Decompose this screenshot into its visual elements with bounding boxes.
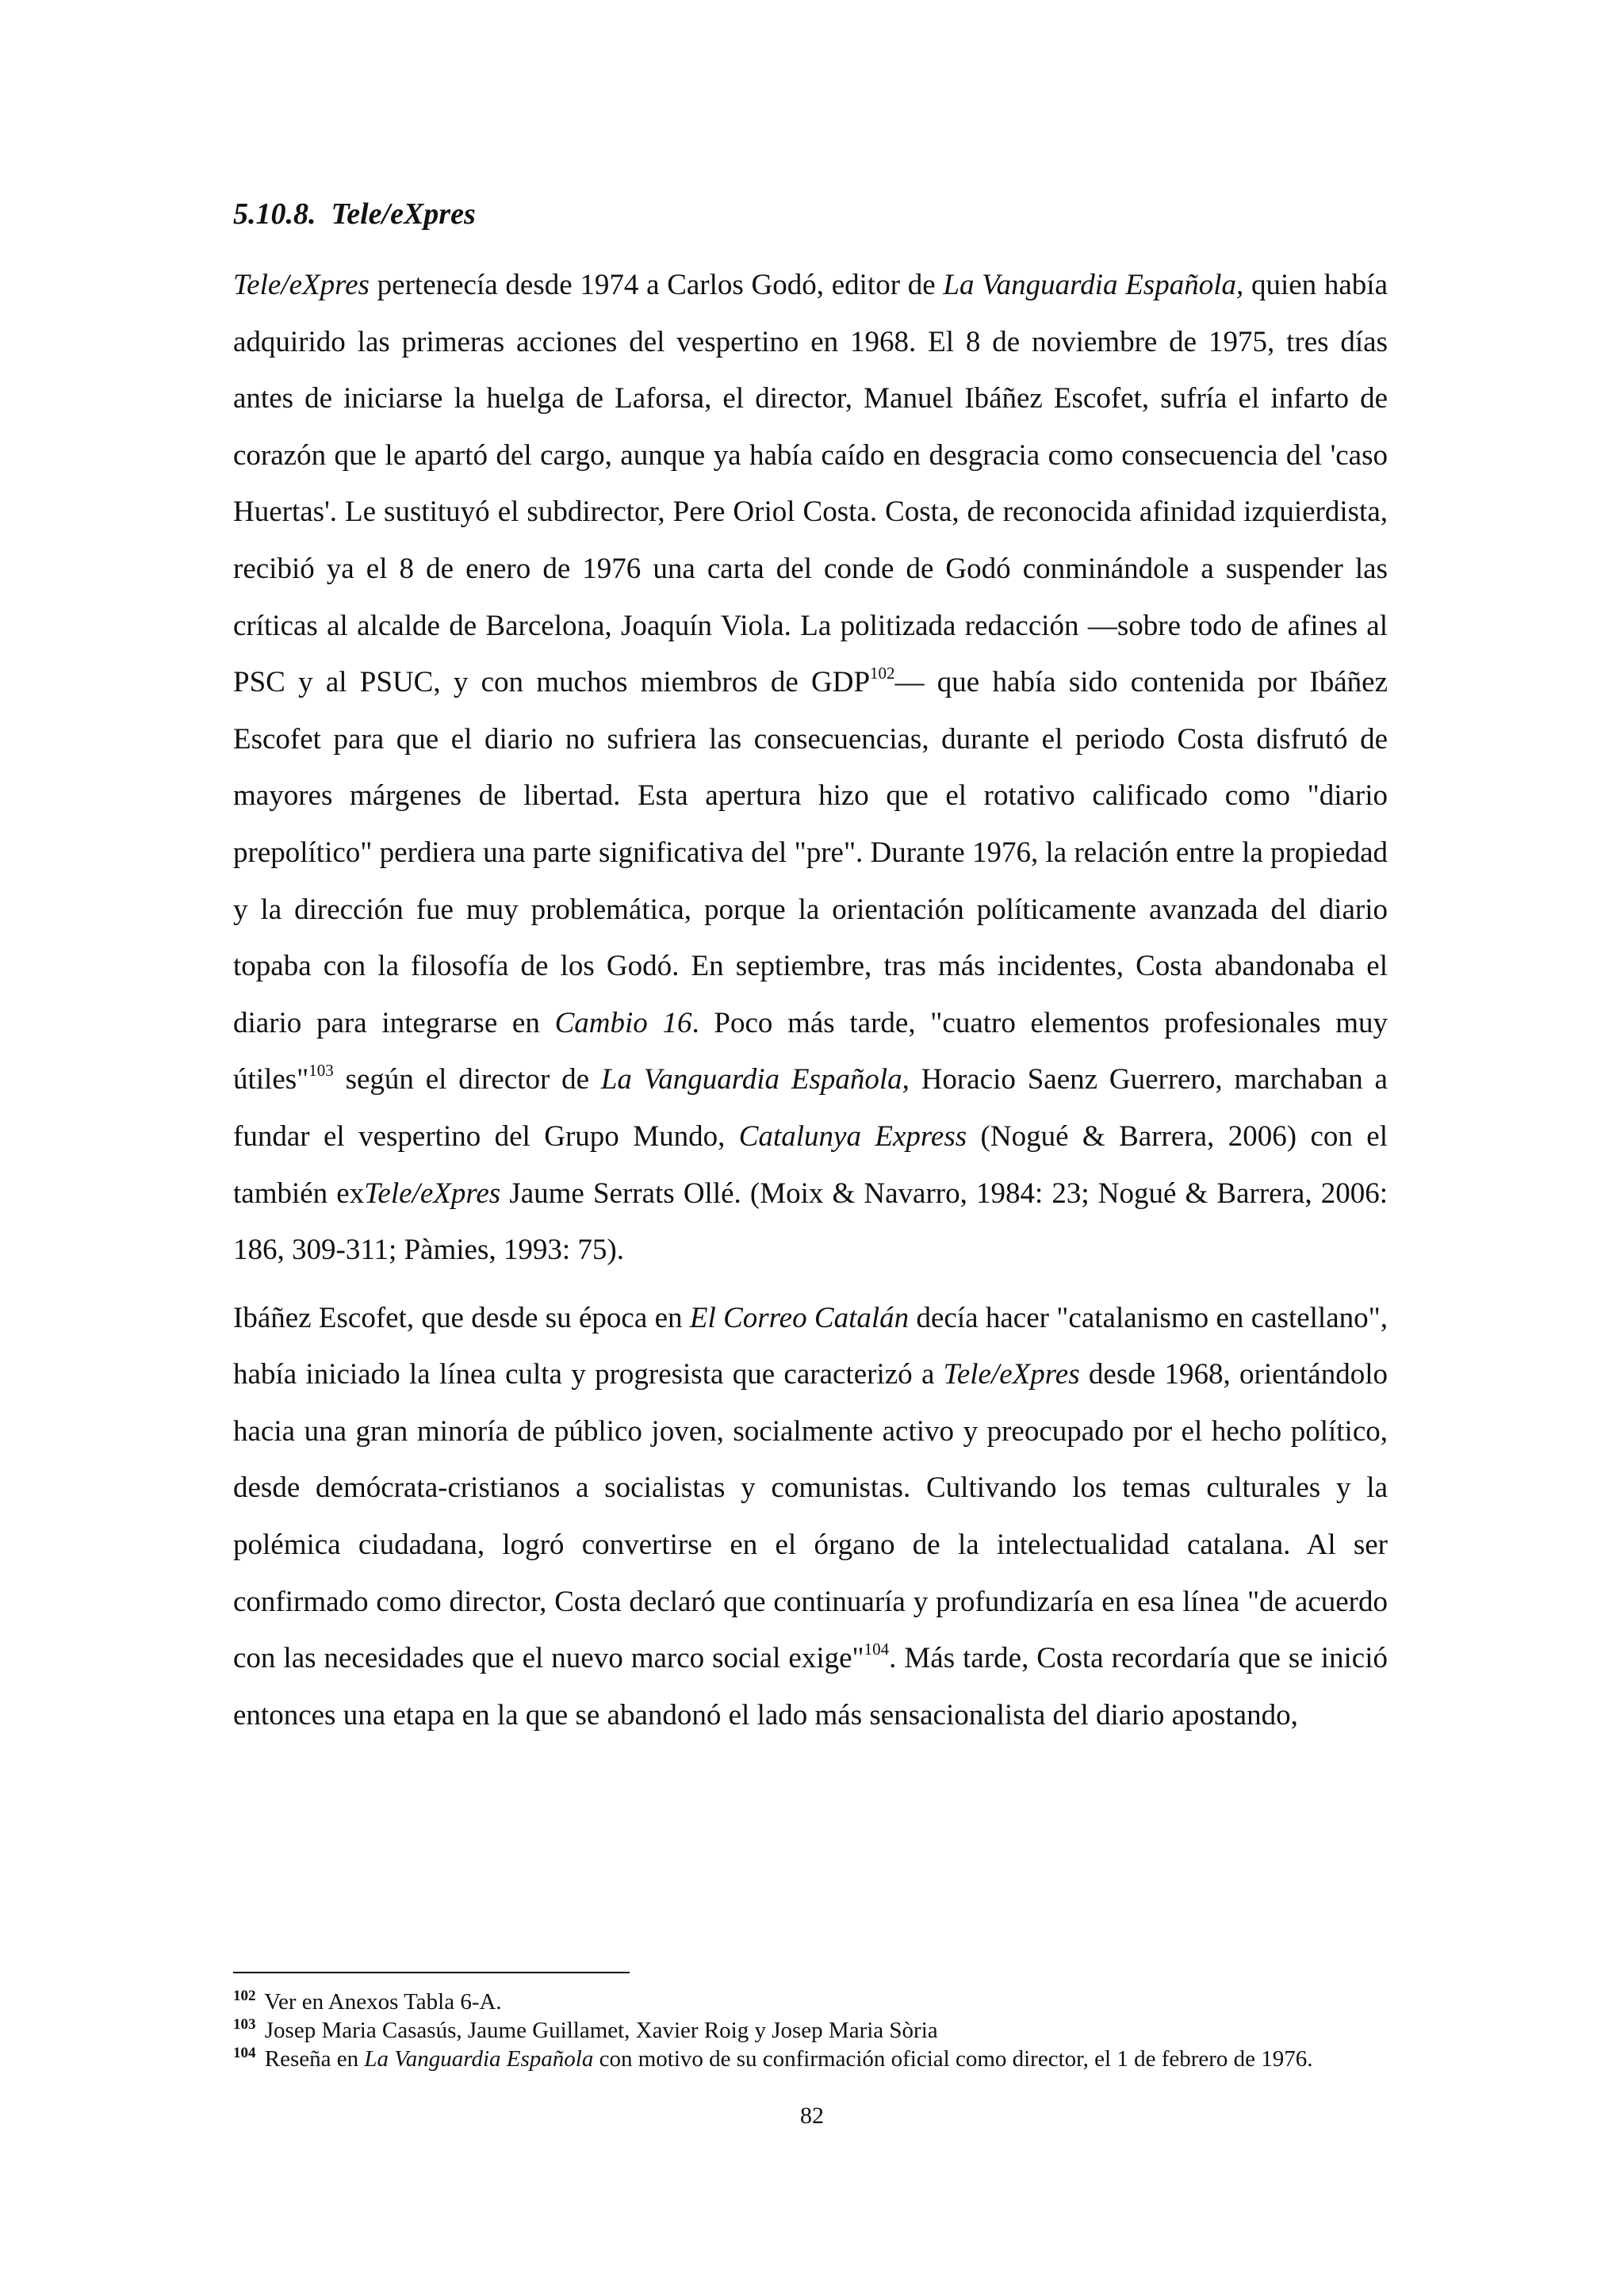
footnote-102	[233, 1988, 1388, 2016]
page-number: 82	[800, 2103, 824, 2129]
footnote-number: 102	[233, 1988, 256, 2004]
publication-title: Tele/eXpres	[943, 1358, 1080, 1391]
text-span: Jaume Serrats Ollé. (Moix & Navarro, 1984: 23; Nogué & Barrera, 2006: 186, 309-311; Pàmies, 1993: 75).	[233, 1177, 1388, 1267]
publication-title: Catalunya Express	[738, 1119, 967, 1153]
footnote-text: Reseña en	[259, 2046, 365, 2072]
footnote-divider	[233, 1972, 630, 1973]
publication-title: Tele/eXpres	[364, 1177, 501, 1210]
footnote-text: Josep Maria Casasús, Jaume Guillamet, Xavier Roig y Josep Maria Sòria	[259, 2018, 938, 2043]
publication-title: Tele/eXpres	[233, 269, 370, 301]
text-span: quien había adquirido las primeras acciones del vespertino en 1968. El 8 de noviembre de 1975, tres días antes de iniciarse la huelga de Laforsa, el director, Manuel Ibáñez Escofet, sufría el infarto de corazón que le apartó del cargo, aunque ya había caído en desgracia como consecuencia del 'caso Huertas'. Le sustituyó el subdirector, Pere Oriol Costa. Costa, de reconocida afinidad izquierdista, recibió ya el 8 de enero de 1976 una carta del conde de Godó conminándole a suspender las críticas al alcalde de Barcelona, Joaquín Viola. La politizada redacción —sobre todo de afines al PSC y al PSUC, y con muchos miembros de GDP	[233, 269, 1388, 699]
publication-title: La Vanguardia Española,	[943, 269, 1244, 301]
text-span: Ibáñez Escofet, que desde su época en	[233, 1301, 690, 1334]
paragraph-2	[233, 1290, 1388, 1744]
text-span: según el director de	[333, 1063, 601, 1096]
publication-title: Cambio 16	[554, 1006, 692, 1039]
footnote-text: Ver en Anexos Tabla 6-A.	[259, 1989, 502, 2015]
footnote-number: 103	[233, 2016, 256, 2033]
text-span: (Nogué & Barrera, 2006) con el también ex	[233, 1119, 1388, 1210]
publication-title: La Vanguardia Española	[364, 2046, 594, 2072]
footnote-number: 104	[233, 2045, 256, 2061]
text-span: Horacio Saenz Guerrero, marchaban a fundar el vespertino del Grupo Mundo,	[233, 1063, 1388, 1153]
text-span: . Más tarde, Costa recordaría que se inició entonces una etapa en la que se abandonó el lado más sensacionalista del diario apostando,	[233, 1642, 1388, 1732]
section-heading	[233, 189, 1388, 239]
footnote-ref-102[interactable]: 102	[870, 664, 895, 683]
section-title: Tele/eXpres	[331, 197, 476, 231]
publication-title: El Correo Catalán	[689, 1301, 910, 1334]
paragraph-1	[233, 257, 1388, 1279]
footnote-103	[233, 2016, 1388, 2045]
footnote-ref-103[interactable]: 103	[308, 1061, 334, 1081]
footnote-text: con motivo de su confirmación oficial como director, el 1 de febrero de 1976.	[593, 2046, 1313, 2072]
footnote-104	[233, 2045, 1388, 2073]
footnotes	[233, 1988, 1388, 2073]
main-text	[233, 189, 1388, 1755]
text-span: pertenecía desde 1974 a Carlos Godó, editor de	[369, 269, 944, 301]
footnote-ref-104[interactable]: 104	[864, 1640, 890, 1659]
publication-title: La Vanguardia Española,	[600, 1063, 910, 1096]
text-span: . Poco más tarde, "cuatro elementos profesionales muy útiles"	[233, 1006, 1388, 1096]
text-span: desde 1968, orientándolo hacia una gran minoría de público joven, socialmente activo y preocupado por el hecho político, desde demócrata-cristianos a socialistas y comunistas. Cultivando los temas culturales y la polémica ciudadana, logró convertirse en el órgano de la intelectualidad catalana. Al ser confirmado como director, Costa declaró que continuaría y profundizaría en esa línea "de acuerdo con las necesidades que el nuevo marco social exige"	[233, 1358, 1388, 1675]
section-number: 5.10.8.	[233, 197, 316, 231]
text-span: decía hacer "catalanismo en castellano", había iniciado la línea culta y progresista que caracterizó a	[233, 1301, 1388, 1391]
text-span: — que había sido contenida por Ibáñez Escofet para que el diario no sufriera las consecuencias, durante el periodo Costa disfrutó de mayores márgenes de libertad. Esta apertura hizo que el rotativo calificado como "diario prepolítico" perdiera una parte significativa del "pre". Durante 1976, la relación entre la propiedad y la dirección fue muy problemática, porque la orientación políticamente avanzada del diario topaba con la filosofía de los Godó. En septiembre, tras más incidentes, Costa abandonaba el diario para integrarse en	[233, 666, 1388, 1039]
